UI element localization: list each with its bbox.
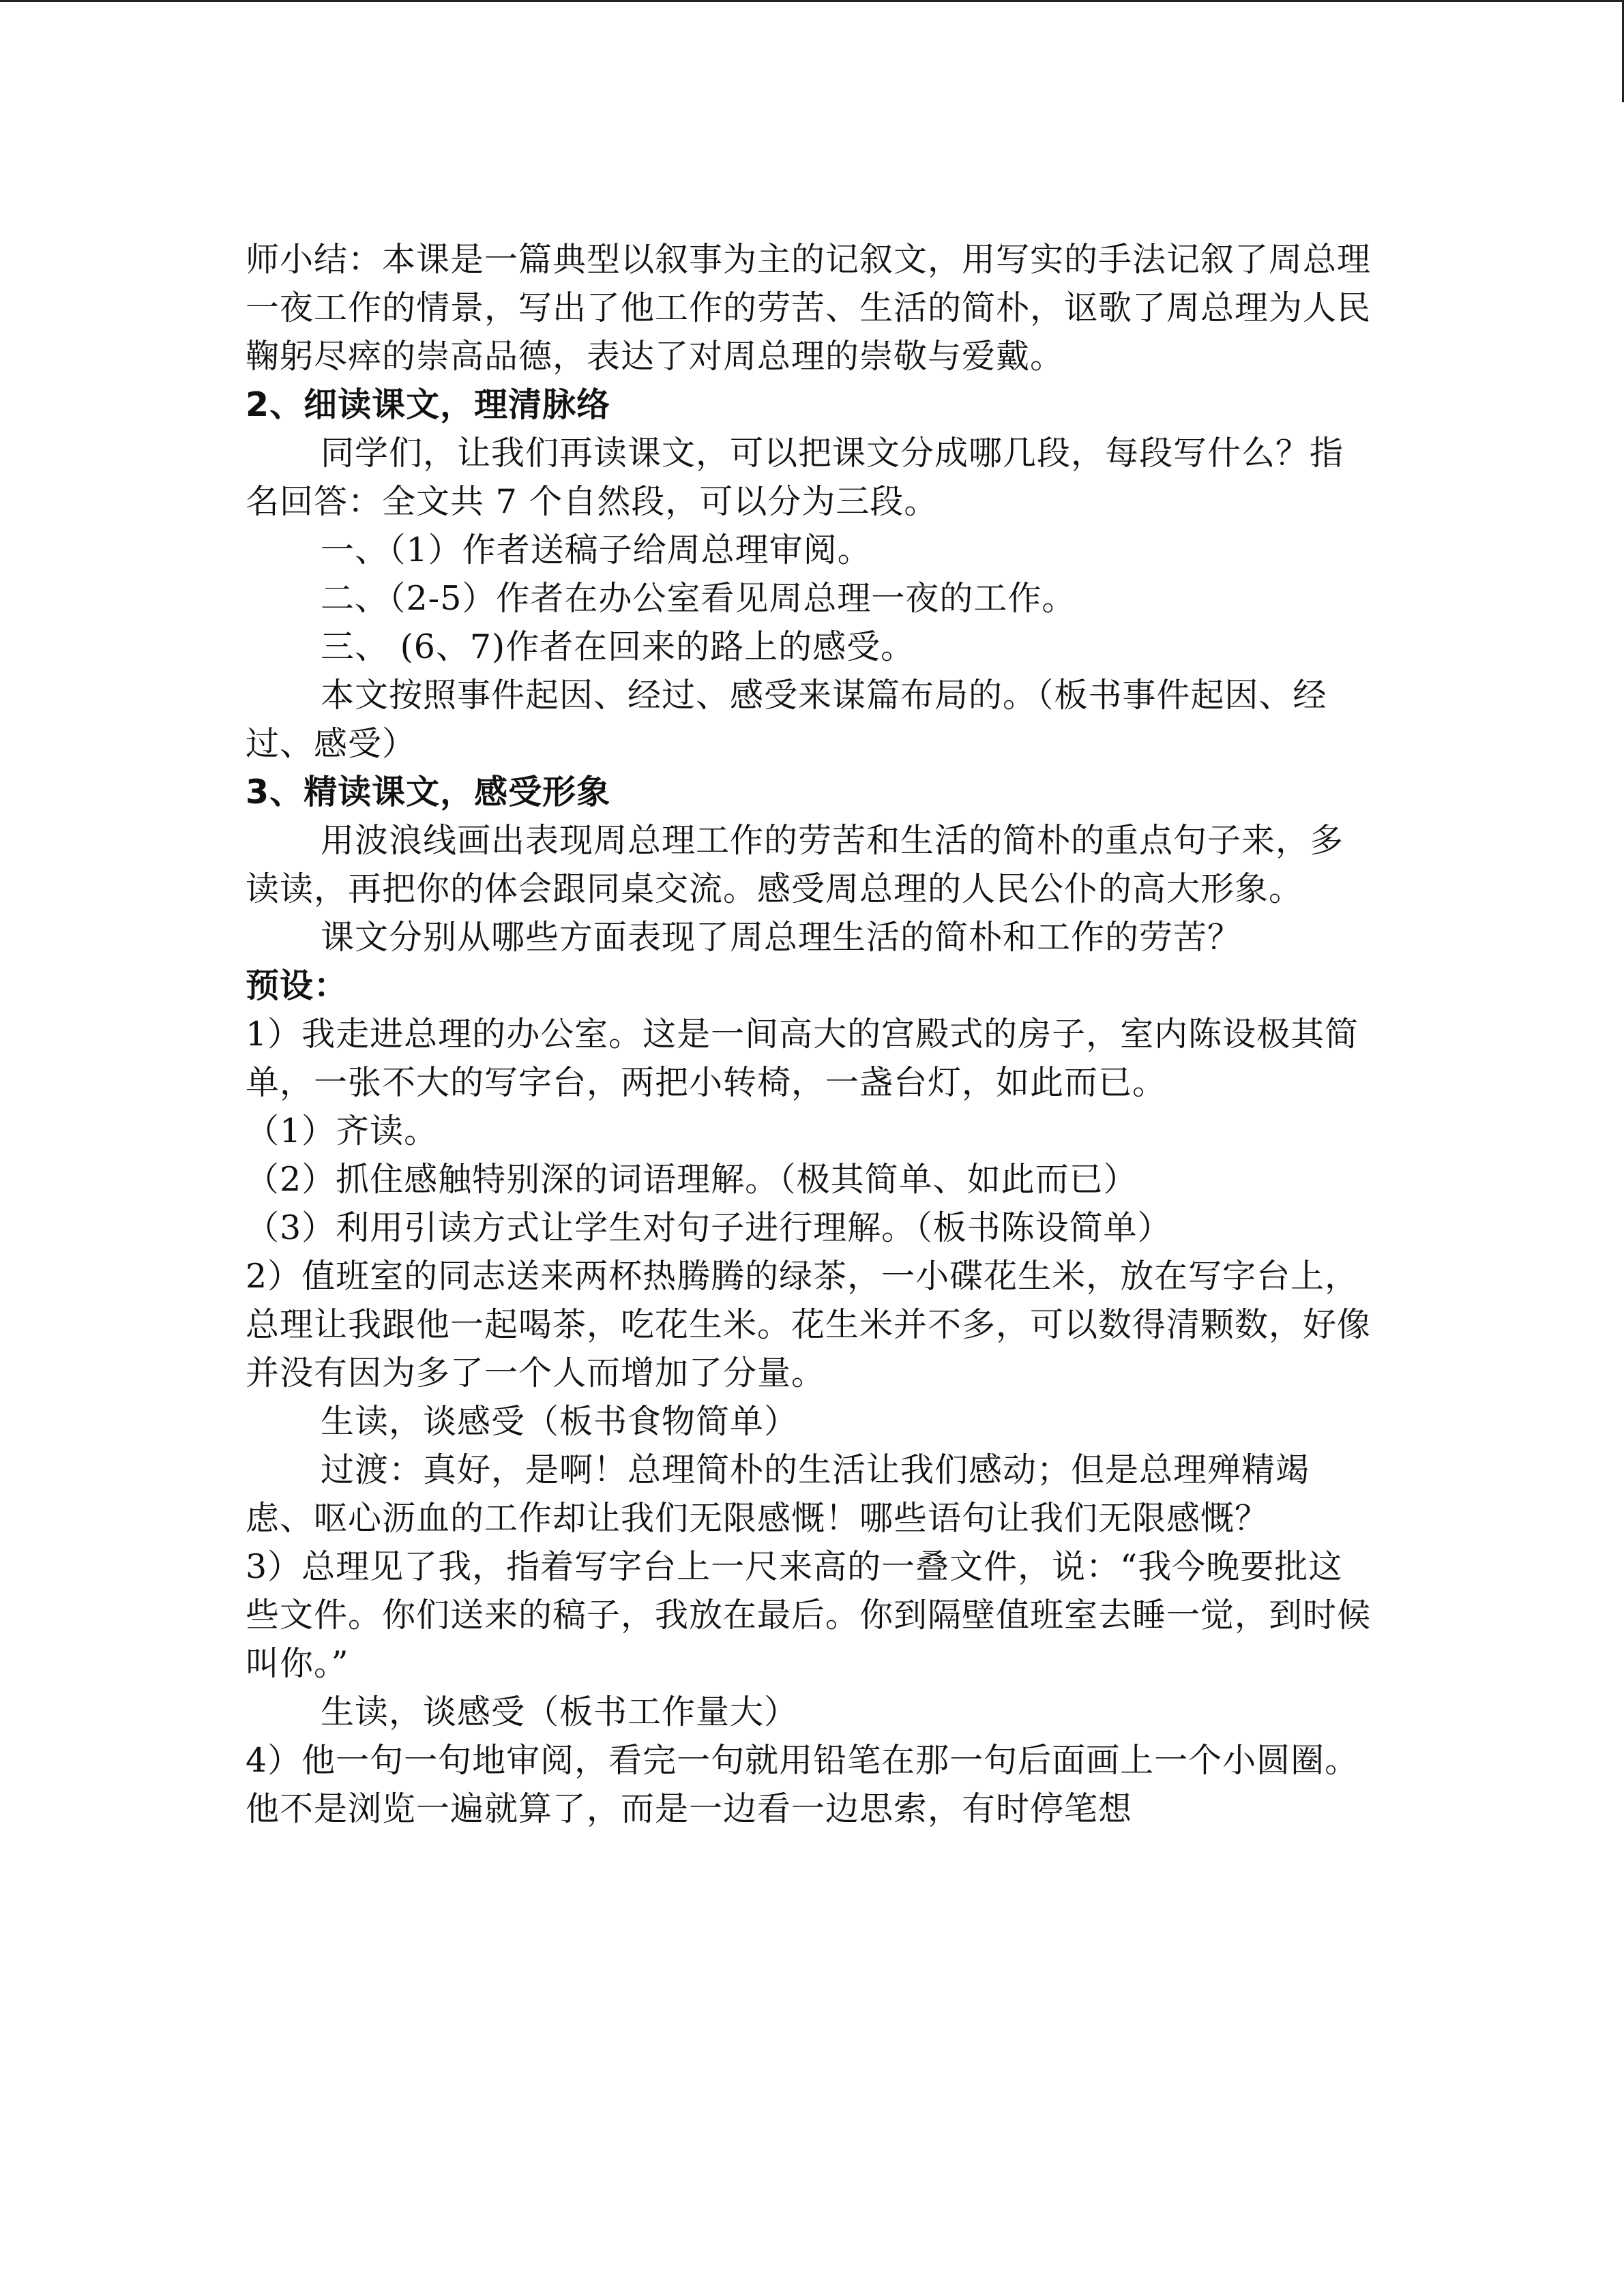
sentence-3: 3）总理见了我，指着写字台上一尺来高的一叠文件，说：“我今晚要批这些文件。你们送来的稿子，我放在最后。你到隔壁值班室去睡一觉，到时候叫你。” (246, 1547, 1372, 1683)
transition: 过渡：真好，是啊！总理简朴的生活让我们感动；但是总理殚精竭虑、呕心沥血的工作却让我们无限感慨！哪些语句让我们无限感慨？ (246, 1450, 1310, 1538)
teacher-summary: 师小结：本课是一篇典型以叙事为主的记叙文，用写实的手法记叙了周总理一夜工作的情景，写出了他工作的劳苦、生活的简朴，讴歌了周总理为人民鞠躬尽瘁的崇高品德，表达了对周总理的崇敬与爱戴。 (246, 240, 1372, 376)
step-1-2: （2）抓住感触特别深的词语理解。（极其简单、如此而已） (246, 1160, 1138, 1199)
response-3: 生读，谈感受（板书工作量大） (321, 1693, 799, 1731)
document-body (246, 235, 1371, 1833)
page-top-border (0, 0, 1624, 2)
segment-1: 一、（1）作者送稿子给周总理审阅。 (321, 531, 872, 569)
segment-3: 三、 (6、7)作者在回来的路上的感受。 (321, 627, 915, 666)
reading-task: 用波浪线画出表现周总理工作的劳苦和生活的简朴的重点句子来，多读读，再把你的体会跟同桌交流。感受周总理的人民公仆的高大形象。 (246, 821, 1344, 908)
section-heading-2: 2、细读课文，理清脉络 (246, 385, 611, 424)
step-1-3: （3）利用引读方式让学生对句子进行理解。（板书陈设简单） (246, 1208, 1172, 1247)
segment-2: 二、（2-5）作者在办公室看见周总理一夜的工作。 (321, 579, 1076, 618)
sentence-4: 4）他一句一句地审阅，看完一句就用铅笔在那一句后面画上一个小圆圈。他不是浏览一遍就算了，而是一边看一边思索，有时停笔想 (246, 1741, 1359, 1828)
question-paragraphs: 同学们，让我们再读课文，可以把课文分成哪几段，每段写什么？指名回答：全文共 7 个自然段，可以分为三段。 (246, 434, 1344, 521)
question-aspects: 课文分别从哪些方面表现了周总理生活的简朴和工作的劳苦？ (321, 918, 1242, 957)
section-heading-3: 3、精读课文，感受形象 (246, 773, 611, 811)
step-1-1: （1）齐读。 (246, 1112, 439, 1150)
response-2: 生读，谈感受（板书食物简单） (321, 1402, 799, 1441)
preset-label: 预设： (246, 966, 349, 1005)
sentence-2: 2）值班室的同志送来两杯热腾腾的绿茶，一小碟花生米，放在写字台上，总理让我跟他一起喝茶，吃花生米。花生米并不多，可以数得清颗数，好像并没有因为多了一个人而增加了分量。 (246, 1257, 1372, 1392)
structure-note: 本文按照事件起因、经过、感受来谋篇布局的。（板书事件起因、经过、感受） (246, 676, 1327, 763)
sentence-1: 1）我走进总理的办公室。这是一间高大的宫殿式的房子，室内陈设极其简单，一张不大的写字台，两把小转椅，一盏台灯，如此而已。 (246, 1015, 1359, 1102)
